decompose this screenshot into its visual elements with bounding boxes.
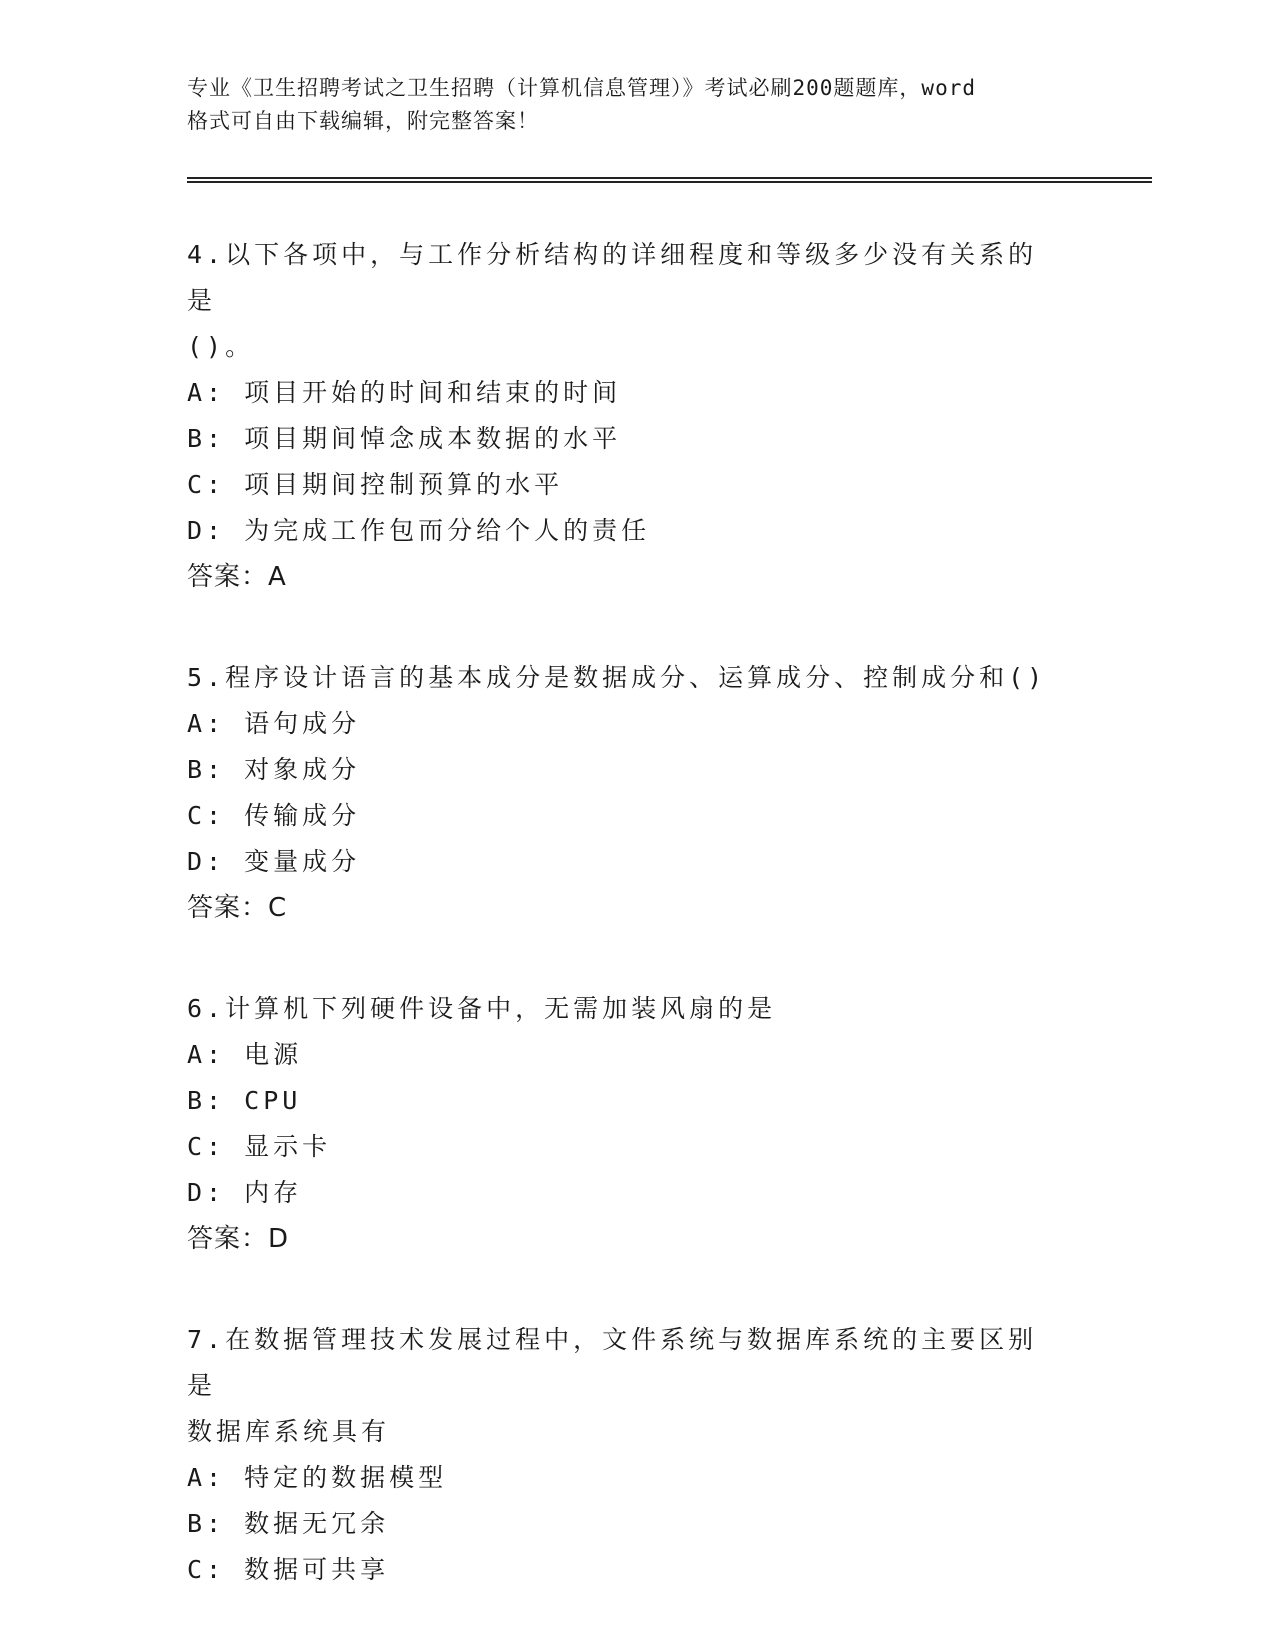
option-c: C: 数据可共享 — [187, 1555, 390, 1584]
option-a: A: 电源 — [187, 1040, 303, 1069]
question-stem-line: ()。 — [187, 332, 255, 361]
question-7 — [187, 1317, 1152, 1593]
header-line-2: 格式可自由下载编辑，附完整答案！ — [187, 109, 539, 133]
question-list — [187, 232, 1152, 1648]
question-4 — [187, 232, 1152, 600]
option-c: C: 传输成分 — [187, 801, 361, 830]
option-c: C: 项目期间控制预算的水平 — [187, 470, 564, 499]
answer: 答案：A — [187, 562, 287, 592]
option-b: B: 项目期间悼念成本数据的水平 — [187, 424, 622, 453]
option-a: A: 语句成分 — [187, 709, 361, 738]
option-a: A: 项目开始的时间和结束的时间 — [187, 378, 622, 407]
question-6 — [187, 986, 1152, 1262]
option-d: D: 变量成分 — [187, 847, 361, 876]
question-stem-line: 5.程序设计语言的基本成分是数据成分、运算成分、控制成分和() — [187, 663, 1047, 692]
answer: 答案：D — [187, 1224, 290, 1254]
option-d: D: 为完成工作包而分给个人的责任 — [187, 516, 651, 545]
question-stem-line: 数据库系统具有 — [187, 1417, 391, 1446]
option-a: A: 特定的数据模型 — [187, 1463, 448, 1492]
option-d: D: 内存 — [187, 1178, 303, 1207]
question-5 — [187, 655, 1152, 931]
question-stem-line: 7.在数据管理技术发展过程中，文件系统与数据库系统的主要区别是 — [187, 1325, 1038, 1400]
option-b: B: CPU — [187, 1086, 302, 1115]
option-c: C: 显示卡 — [187, 1132, 332, 1161]
option-b: B: 对象成分 — [187, 755, 361, 784]
answer: 答案：C — [187, 893, 288, 923]
question-stem-line: 4.以下各项中，与工作分析结构的详细程度和等级多少没有关系的是 — [187, 240, 1038, 315]
option-b: B: 数据无冗余 — [187, 1509, 390, 1538]
header-divider — [187, 177, 1152, 183]
document-header — [187, 72, 1087, 138]
header-line-1: 专业《卫生招聘考试之卫生招聘（计算机信息管理）》考试必刷200题题库，word — [187, 76, 976, 100]
question-stem-line: 6.计算机下列硬件设备中，无需加装风扇的是 — [187, 994, 777, 1023]
